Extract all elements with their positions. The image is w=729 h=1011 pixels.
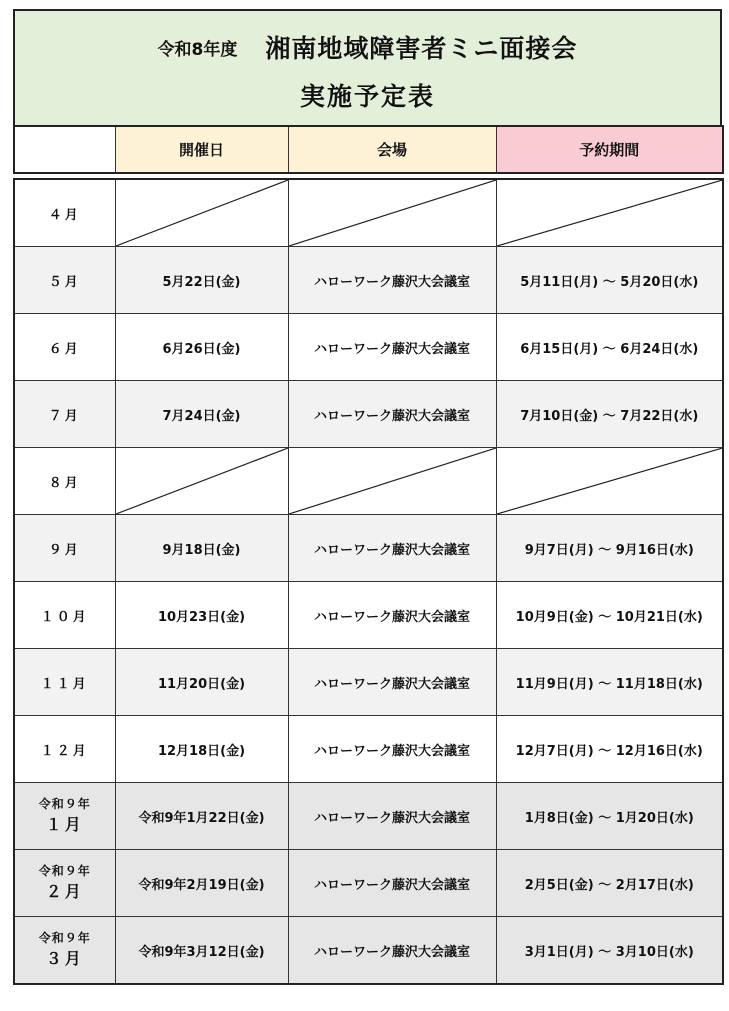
venue-cell	[288, 448, 496, 515]
date-cell: 11月20日(金)	[115, 649, 288, 716]
venue-cell: ハローワーク藤沢大会議室	[288, 515, 496, 582]
reservation-cell: 6月15日(月) ～ 6月24日(水)	[496, 314, 723, 381]
header-date: 開催日	[115, 126, 288, 173]
table-row	[14, 314, 723, 381]
venue-cell: ハローワーク藤沢大会議室	[288, 381, 496, 448]
date-cell	[115, 448, 288, 515]
date-cell: 令和9年2月19日(金)	[115, 850, 288, 917]
venue-cell: ハローワーク藤沢大会議室	[288, 582, 496, 649]
table-row	[14, 179, 723, 247]
month-cell: １２月	[14, 716, 115, 783]
month-cell: １１月	[14, 649, 115, 716]
month-cell	[14, 917, 115, 985]
header-reservation: 予約期間	[496, 126, 723, 173]
date-cell: 令和9年3月12日(金)	[115, 917, 288, 985]
diagonal-slash	[497, 180, 723, 246]
table-row	[14, 783, 723, 850]
month-label: ３月	[45, 949, 84, 969]
table-row	[14, 649, 723, 716]
table-row	[14, 515, 723, 582]
diagonal-slash	[116, 448, 288, 514]
reservation-cell: 2月5日(金) ～ 2月17日(水)	[496, 850, 723, 917]
table-row	[14, 381, 723, 448]
schedule-table	[13, 178, 724, 985]
table-row	[14, 917, 723, 985]
table-row	[14, 716, 723, 783]
reservation-cell: 1月8日(金) ～ 1月20日(水)	[496, 783, 723, 850]
reservation-cell	[496, 179, 723, 247]
date-cell: 6月26日(金)	[115, 314, 288, 381]
diagonal-slash	[289, 448, 496, 514]
reservation-cell: 12月7日(月) ～ 12月16日(水)	[496, 716, 723, 783]
month-label: ２月	[45, 882, 84, 902]
date-cell: 9月18日(金)	[115, 515, 288, 582]
reservation-cell	[496, 448, 723, 515]
month-cell: ６月	[14, 314, 115, 381]
reservation-cell: 7月10日(金) ～ 7月22日(水)	[496, 381, 723, 448]
venue-cell: ハローワーク藤沢大会議室	[288, 783, 496, 850]
date-cell: 5月22日(金)	[115, 247, 288, 314]
reservation-cell: 9月7日(月) ～ 9月16日(水)	[496, 515, 723, 582]
reservation-cell: 11月9日(月) ～ 11月18日(水)	[496, 649, 723, 716]
diagonal-slash	[116, 180, 288, 246]
reservation-cell: 3月1日(月) ～ 3月10日(水)	[496, 917, 723, 985]
month-cell	[14, 783, 115, 850]
date-cell: 7月24日(金)	[115, 381, 288, 448]
title-box	[13, 9, 722, 125]
venue-cell: ハローワーク藤沢大会議室	[288, 917, 496, 985]
era-label: 令和９年	[38, 863, 91, 878]
reservation-cell: 5月11日(月) ～ 5月20日(水)	[496, 247, 723, 314]
month-cell: １０月	[14, 582, 115, 649]
table-row	[14, 582, 723, 649]
title-line-1	[15, 29, 720, 65]
venue-cell: ハローワーク藤沢大会議室	[288, 314, 496, 381]
date-cell: 12月18日(金)	[115, 716, 288, 783]
date-cell: 10月23日(金)	[115, 582, 288, 649]
venue-cell: ハローワーク藤沢大会議室	[288, 716, 496, 783]
event-name: 湘南地域障害者ミニ面接会	[265, 34, 578, 63]
header-row	[14, 126, 723, 173]
date-cell: 令和9年1月22日(金)	[115, 783, 288, 850]
venue-cell: ハローワーク藤沢大会議室	[288, 850, 496, 917]
era-label: 令和９年	[38, 796, 91, 811]
venue-cell: ハローワーク藤沢大会議室	[288, 247, 496, 314]
title-line-2: 実施予定表	[299, 82, 435, 111]
table-row	[14, 850, 723, 917]
table-row	[14, 448, 723, 515]
month-cell: ４月	[14, 179, 115, 247]
month-cell	[14, 850, 115, 917]
month-cell: ５月	[14, 247, 115, 314]
header-venue: 会場	[288, 126, 496, 173]
diagonal-slash	[289, 180, 496, 246]
diagonal-slash	[497, 448, 723, 514]
reservation-cell: 10月9日(金) ～ 10月21日(水)	[496, 582, 723, 649]
venue-cell	[288, 179, 496, 247]
schedule-sheet	[13, 9, 722, 985]
header-table	[13, 125, 724, 174]
fiscal-year-label: 令和8年度	[157, 40, 238, 60]
date-cell	[115, 179, 288, 247]
month-cell: ８月	[14, 448, 115, 515]
venue-cell: ハローワーク藤沢大会議室	[288, 649, 496, 716]
era-label: 令和９年	[38, 930, 91, 945]
month-label: １月	[45, 815, 84, 835]
month-cell: ７月	[14, 381, 115, 448]
month-cell: ９月	[14, 515, 115, 582]
header-blank	[14, 126, 115, 173]
table-row	[14, 247, 723, 314]
